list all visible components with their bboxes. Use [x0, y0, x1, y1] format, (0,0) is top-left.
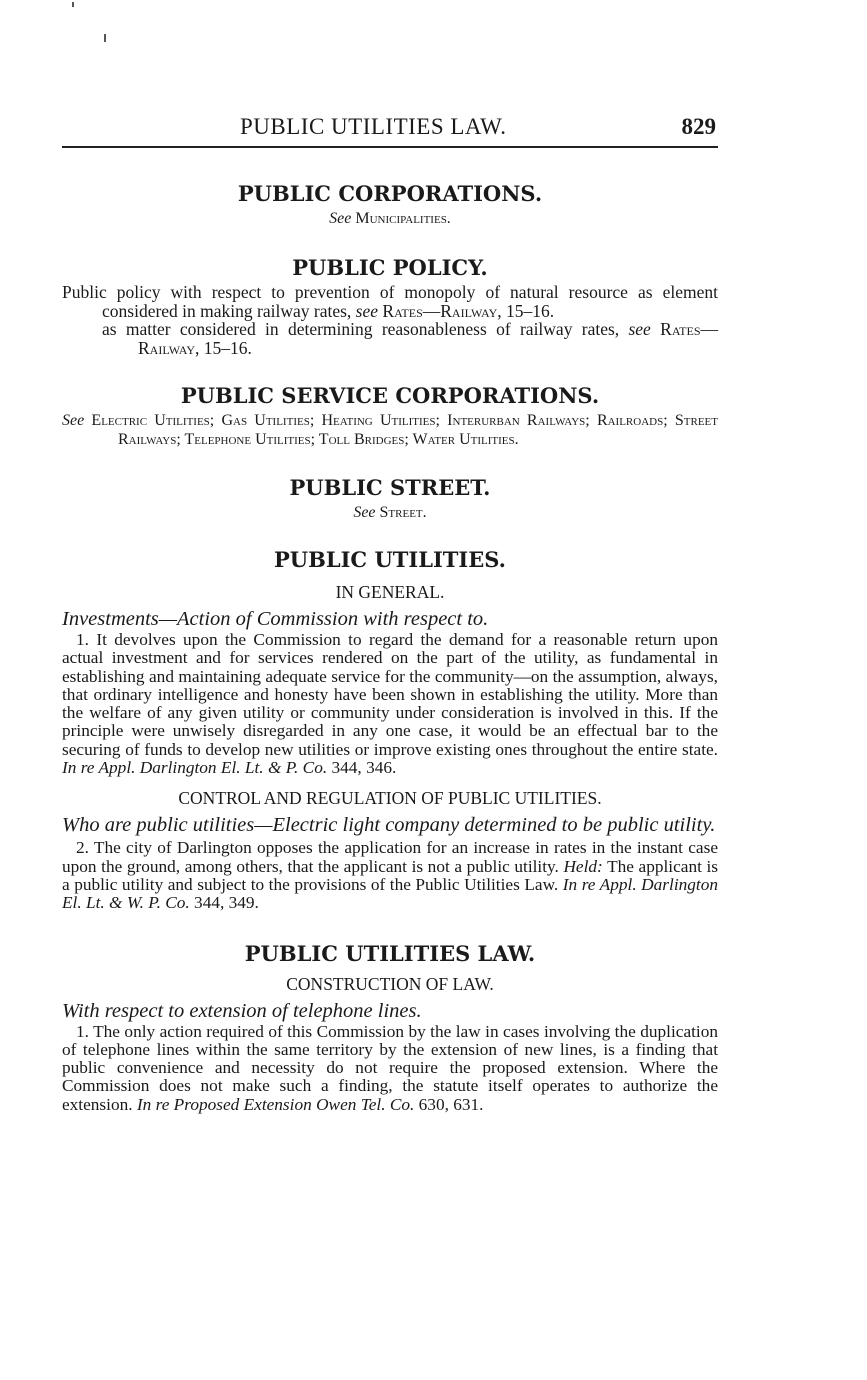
section-public-service-corporations: [62, 383, 718, 449]
index-subentry: [62, 320, 718, 357]
see-reference: [62, 411, 718, 449]
case-citation: In re Appl. Darlington El. Lt. & W. P. Co.: [62, 874, 718, 913]
see-word: See: [329, 210, 352, 227]
entry-heading: PUBLIC SERVICE CORPORATIONS.: [180, 383, 600, 408]
digest-paragraph: [62, 839, 718, 912]
citation-pages: 344, 346.: [331, 758, 397, 778]
see-target: Street.: [379, 504, 427, 521]
see-word: See: [62, 412, 85, 429]
digest-paragraph: [62, 1023, 718, 1114]
see-reference: [62, 503, 718, 523]
see-word: See: [353, 504, 376, 521]
see-reference: [62, 209, 718, 229]
section-public-utilities-law: [62, 941, 718, 1114]
paragraph-text: 2. The city of Darlington opposes the application for an increase in rates in the instant case upon the ground, among others, that the applicant is not a public utility.: [62, 838, 718, 876]
subheading: CONSTRUCTION OF LAW.: [286, 973, 494, 994]
see-target: Electric Utilities; Gas Utilities; Heating Utilities; Interurban Railways; Railroads; Street Railways; Telephone Utilities; Toll Bridges; Water Utilities.: [91, 412, 718, 448]
scan-speck: [72, 2, 74, 7]
index-entry-text: as matter considered in determining reasonableness of railway rates,: [102, 319, 620, 339]
see-target: Municipalities.: [355, 210, 451, 227]
citation-pages: 344, 349.: [194, 893, 259, 913]
subheading: CONTROL AND REGULATION OF PUBLIC UTILITIES.: [178, 788, 602, 809]
scan-speck: [104, 34, 106, 42]
paragraph-text: 1. It devolves upon the Commission to regard the demand for a reasonable return upon actual investment and for services rendered on the part of the utility, as fundamental in establishing and maintaining adequate service for the community—on the assumption, always, that ordinary intelligence and honesty have been shown in establishing the utility. More than the welfare of any given utility or community under consideration is involved in this. If the principle were unwisely disregarded in any one case, it would be an effectual bar to the securing of funds to develop new utilities or improve existing ones throughout the entire state.: [62, 630, 718, 759]
section-public-policy: [62, 255, 718, 357]
see-word: see: [355, 300, 379, 321]
topic-heading: With respect to extension of telephone lines.: [62, 999, 422, 1022]
entry-heading: PUBLIC UTILITIES.: [273, 547, 506, 572]
digest-paragraph: [62, 631, 718, 777]
case-citation: In re Proposed Extension Owen Tel. Co.: [136, 1094, 415, 1114]
running-head: [62, 108, 718, 148]
entry-heading: PUBLIC UTILITIES LAW.: [244, 940, 536, 966]
citation-pages: 630, 631.: [418, 1094, 484, 1114]
held-label: Held:: [563, 856, 603, 876]
entry-heading: PUBLIC STREET.: [289, 475, 491, 500]
book-page: [62, 108, 718, 1114]
section-public-utilities: [62, 547, 718, 913]
paragraph-text: 1. The only action required of this Commission by the law in cases involving the duplication of telephone lines within the same territory by the extension of new lines, is a finding that public convenience and necessity do not require the proposed extension. Where the Commission does not make such a finding, the statute itself operates to authorize the extension.: [62, 1021, 718, 1114]
case-citation: In re Appl. Darlington El. Lt. & P. Co.: [62, 758, 328, 778]
subheading: IN GENERAL.: [335, 582, 445, 602]
running-head-title: PUBLIC UTILITIES LAW.: [240, 114, 507, 139]
index-entry: [62, 283, 718, 320]
see-target: Rates—Railway, 15–16.: [382, 300, 555, 321]
see-word: see: [628, 319, 651, 339]
topic-heading: Investments—Action of Commission with respect to.: [62, 608, 489, 630]
page-number: 829: [681, 114, 716, 139]
section-public-corporations: [62, 181, 718, 229]
section-public-street: [62, 475, 718, 523]
see-target: Rates—Railway, 15–16.: [138, 319, 718, 358]
entry-heading: PUBLIC POLICY.: [292, 255, 488, 280]
topic-heading: Who are public utilities—Electric light company determined to be public utility.: [62, 814, 716, 837]
paragraph-text: The applicant is a public utility and subject to the provisions of the Public Utilities Law.: [62, 856, 718, 894]
entry-heading: PUBLIC CORPORATIONS.: [237, 181, 543, 206]
index-entry-text: Public policy with respect to prevention of monopoly of natural resource as element considered in making railway rates,: [62, 282, 718, 321]
